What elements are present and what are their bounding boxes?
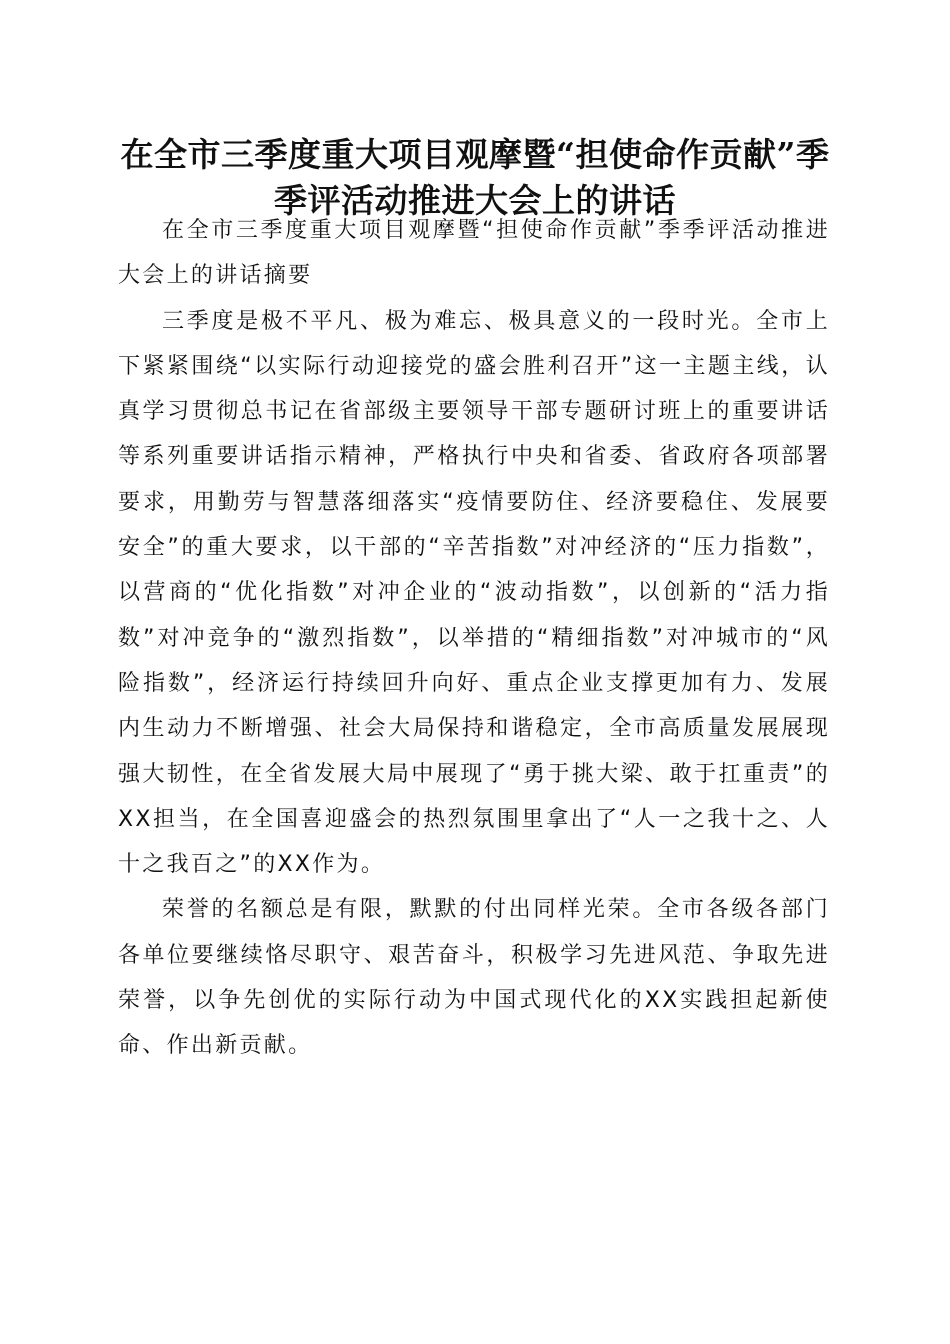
document-title: 在全市三季度重大项目观摩暨“担使命作贡献”季季评活动推进大会上的讲话 xyxy=(120,135,830,220)
body-paragraph-2: 荣誉的名额总是有限，默默的付出同样光荣。全市各级各部门各单位要继续恪尽职守、艰苦奋斗，积极学习先进风范、争取先进荣誉，以争先创优的实际行动为中国式现代化的XX实践担起新使命、作出新贡献。 xyxy=(118,897,830,1059)
body-paragraph-1: 三季度是极不平凡、极为难忘、极具意义的一段时光。全市上下紧紧围绕“以实际行动迎接党的盛会胜利召开”这一主题主线，认真学习贯彻总书记在省部级主要领导干部专题研讨班上的重要讲话等系列重要讲话指示精神，严格执行中央和省委、省政府各项部署要求，用勤劳与智慧落细落实“疫情要防住、经济要稳住、发展要安全”的重大要求，以干部的“辛苦指数”对冲经济的“压力指数”，以营商的“优化指数”对冲企业的“波动指数”，以创新的“活力指数”对冲竞争的“激烈指数”，以举措的“精细指数”对冲城市的“风险指数”，经济运行持续回升向好、重点企业支撑更加有力、发展内生动力不断增强、社会大局保持和谐稳定，全市高质量发展展现强大韧性，在全省发展大局中展现了“勇于挑大梁、敢于扛重责”的XX担当，在全国喜迎盛会的热烈氛围里拿出了“人一之我十之、人十之我百之”的XX作为。 xyxy=(118,308,830,878)
document-body xyxy=(118,208,830,1069)
summary-paragraph: 在全市三季度重大项目观摩暨“担使命作贡献”季季评活动推进大会上的讲话摘要 xyxy=(118,218,830,289)
